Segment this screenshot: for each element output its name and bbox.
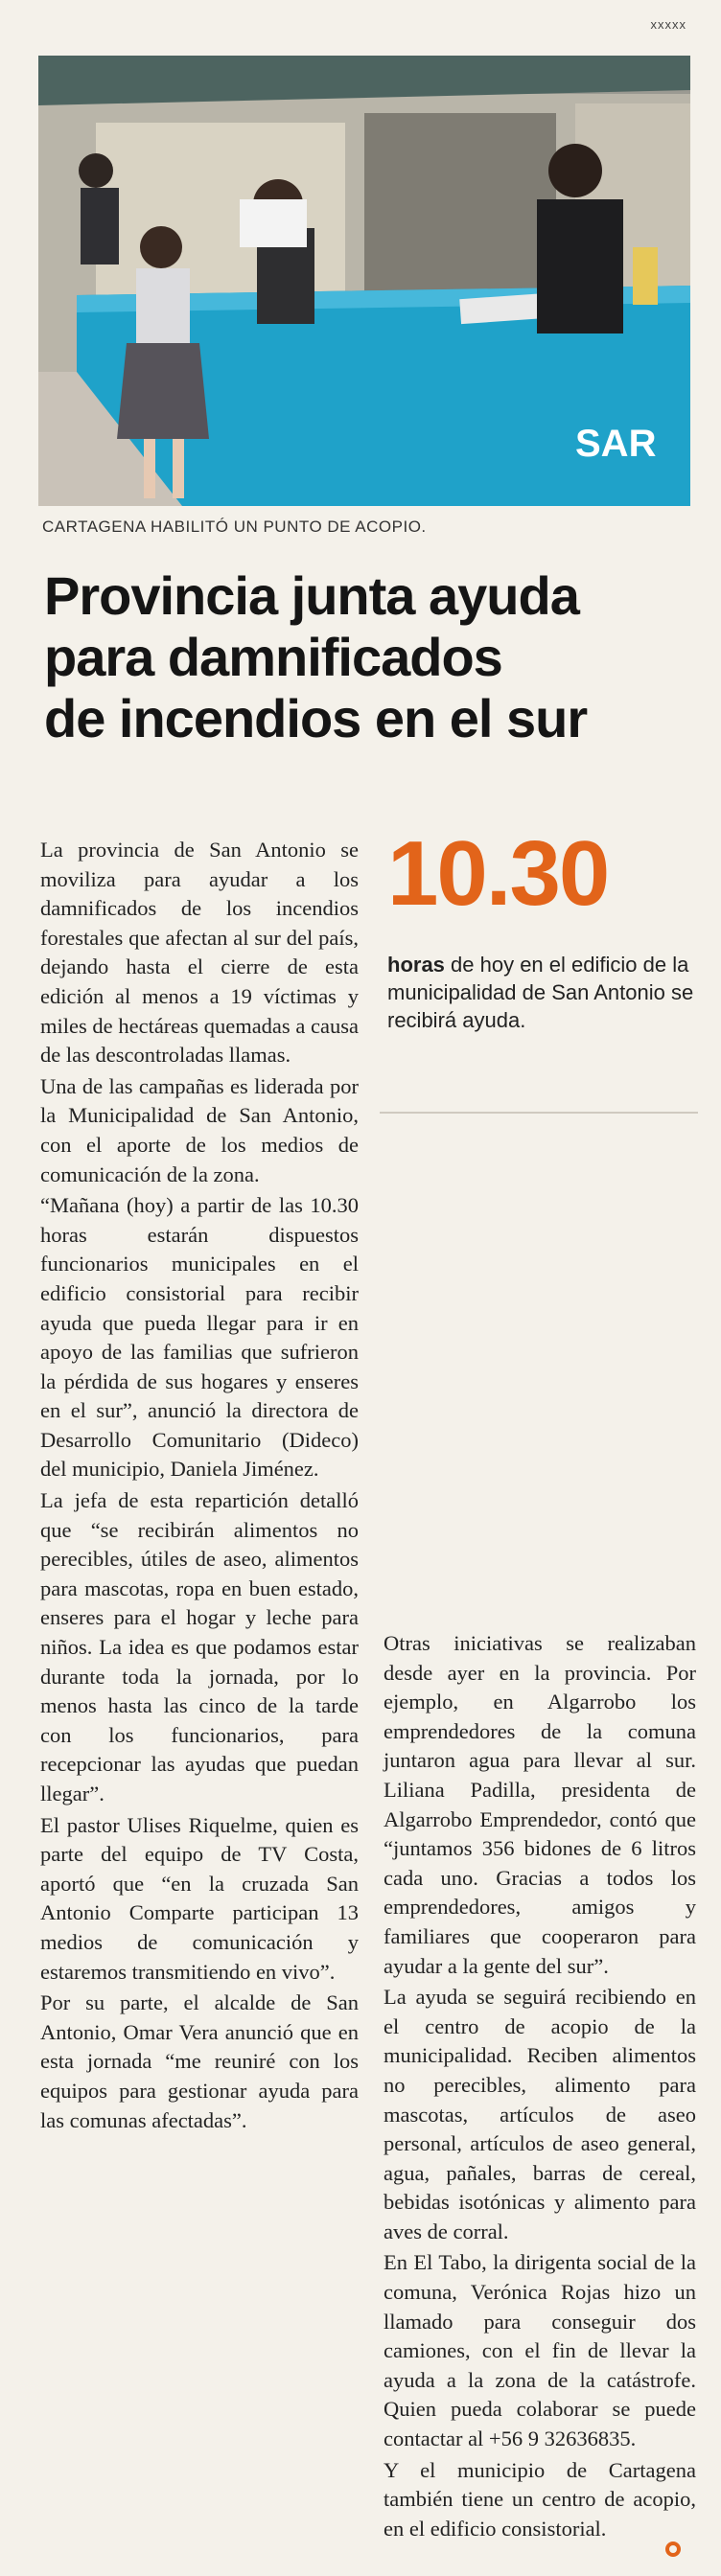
page-marker: xxxxx [650, 17, 686, 32]
article-photo-illustration [38, 56, 690, 506]
headline-line-3: de incendios en el sur [44, 688, 588, 748]
paragraph-4: La jefa de esta repartición detalló que “se recibirán alimentos no perecibles, útiles de aseo, alimentos para mascotas, ropa en buen estado, enseres para el hogar y leche para niños. La idea es que podamos estar durante toda la jornada, por lo menos hasta las cinco de la tarde con los funcionarios, para recepcionar las ayudas que puedan llegar”. [40, 1488, 359, 1806]
headline-line-1: Provincia junta ayuda [44, 565, 579, 626]
headline-line-2: para damnificados [44, 627, 502, 687]
article-column-2 [384, 1629, 696, 2545]
highlight-divider [380, 1112, 698, 1114]
paragraph-2: Una de las campañas es liderada por la Municipalidad de San Antonio, con el aporte de los medios de comunicación de la zona. [40, 1073, 359, 1186]
highlight-text [387, 951, 698, 1034]
paragraph-8: La ayuda se seguirá recibiendo en el centro de acopio de la municipalidad. Reciben alimentos no perecibles, alimento para mascotas, artículos de aseo personal, artículos de aseo general, agua, pañales, barras de cereal, bebidas isotónicas y alimento para aves de corral. [384, 1985, 696, 2243]
paragraph-6: Por su parte, el alcalde de San Antonio, Omar Vera anunció que en esta jornada “me reuniré con los equipos para gestionar ayuda para las comunas afectadas”. [40, 1990, 359, 2132]
paragraph-9: En El Tabo, la dirigenta social de la comuna, Verónica Rojas hizo un llamado para conseguir dos camiones, con el fin de llevar la ayuda a la zona de la catástrofe. Quien pueda colaborar se puede contactar al +56 9 32636835. [384, 2250, 696, 2451]
end-of-article-icon [665, 2542, 681, 2557]
highlight-body: de hoy en el edificio de la municipalidad de San Antonio se recibirá ayuda. [387, 953, 694, 1032]
highlight-figure: 10.30 [387, 822, 609, 925]
article-photo [38, 56, 690, 506]
article-column-1 [40, 836, 359, 2137]
highlight-lead: horas [387, 953, 445, 977]
photo-caption: CARTAGENA HABILITÓ UN PUNTO DE ACOPIO. [42, 518, 427, 536]
paragraph-10: Y el municipio de Cartagena también tiene un centro de acopio, en el edificio consistorial. [384, 2457, 696, 2541]
paragraph-3: “Mañana (hoy) a partir de las 10.30 horas estarán dispuestos funcionarios municipales en el edificio consistorial para recibir ayuda que pueda llegar para ir en apoyo de las familias que sufrieron la pérdida de sus hogares y enseres en el sur”, anunció la directora de Desarrollo Comunitario (Dideco) del municipio, Daniela Jiménez. [40, 1193, 359, 1482]
headline [44, 565, 696, 749]
paragraph-1: La provincia de San Antonio se moviliza para ayudar a los damnificados de los incendios forestales que afectan al sur del país, dejando hasta el cierre de esta edición al menos a 19 víctimas y miles de hectáreas quemadas a causa de las descontroladas llamas. [40, 838, 359, 1068]
paragraph-5: El pastor Ulises Riquelme, quien es parte del equipo de TV Costa, aportó que “en la cruzada San Antonio Comparte participan 13 medios de comunicación y estaremos transmitiendo en vivo”. [40, 1812, 359, 1984]
paragraph-7: Otras iniciativas se realizaban desde ayer en la provincia. Por ejemplo, en Algarrobo los emprendedores de la comuna juntaron agua para llevar al sur. Liliana Padilla, presidenta de Algarrobo Emprendedor, contó que “juntamos 356 bidones de 6 litros cada uno. Gracias a todos los emprendedores, amigos y familiares que cooperaron para ayudar a la gente del sur”. [384, 1631, 696, 1978]
banner-text: SAR [575, 423, 657, 465]
